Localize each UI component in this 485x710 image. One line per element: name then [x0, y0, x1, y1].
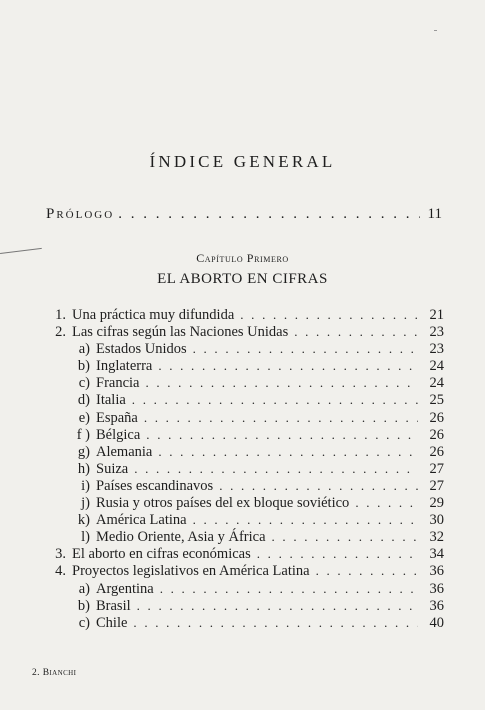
entry-page: 40 [429, 614, 444, 631]
entry-page: 34 [429, 546, 444, 563]
entry-marker: h) [77, 460, 90, 477]
dot-leader [158, 443, 418, 460]
toc-entry [50, 357, 444, 374]
entry-page: 24 [429, 375, 444, 392]
entry-marker: b) [77, 358, 90, 375]
entry-title: América Latina [96, 512, 187, 529]
dot-leader [355, 494, 418, 511]
dot-leader [158, 357, 418, 374]
entry-title: Una práctica muy difundida [72, 307, 235, 323]
entry-title: Italia [96, 392, 126, 409]
entry-page: 36 [429, 580, 444, 597]
dot-leader [240, 306, 418, 323]
toc-entry [50, 443, 444, 460]
toc-entry-prologo [46, 206, 442, 223]
entry-title: Brasil [96, 597, 131, 614]
entry-marker: d) [77, 392, 90, 409]
entry-marker: g) [77, 443, 90, 460]
dot-leader [193, 340, 418, 357]
entry-page: 24 [429, 358, 444, 375]
toc-entry [50, 562, 444, 579]
chapter-label: Capítulo Primero [196, 251, 289, 265]
entry-title: Suiza [96, 460, 129, 477]
entry-page: 29 [429, 495, 444, 512]
scan-speck [434, 30, 437, 31]
toc-entry [50, 460, 444, 477]
entry-page: 26 [429, 426, 444, 443]
toc-entry [50, 306, 444, 323]
entry-title: Rusia y otros países del ex bloque soviético [96, 495, 350, 512]
toc-entry [50, 409, 444, 426]
entry-marker: b) [77, 597, 90, 614]
entry-page: 30 [429, 512, 444, 529]
entry-page: 25 [429, 392, 444, 409]
entry-marker: i) [81, 477, 90, 494]
dot-leader [145, 374, 418, 391]
entry-marker: c) [78, 614, 90, 631]
page-title: ÍNDICE GENERAL [149, 152, 336, 171]
toc-entry [50, 614, 444, 631]
entry-marker: k) [77, 512, 90, 529]
dot-leader [137, 597, 418, 614]
toc-entry [50, 477, 444, 494]
entry-page: 23 [429, 341, 444, 358]
dot-leader [132, 391, 418, 408]
entry-page: 27 [429, 460, 444, 477]
entry-marker: f ) [76, 426, 90, 443]
prologo-label: Prólogo [46, 206, 115, 222]
toc-entry [50, 580, 444, 597]
dot-leader [257, 545, 418, 562]
entry-page: 27 [429, 477, 444, 494]
entry-page: 36 [429, 563, 444, 580]
entry-page: 36 [429, 597, 444, 614]
entry-title: Chile [96, 614, 128, 631]
toc-entry [50, 494, 444, 511]
toc-entry [50, 545, 444, 562]
entry-marker: j) [81, 495, 90, 512]
entry-title: Medio Oriente, Asia y África [96, 529, 266, 546]
toc-entry [50, 511, 444, 528]
entry-title: Francia [96, 375, 140, 392]
toc-entry [50, 597, 444, 614]
entry-marker: e) [78, 409, 90, 426]
entry-title: El aborto en cifras económicas [72, 546, 251, 563]
dot-leader [118, 206, 420, 223]
dot-leader [134, 460, 418, 477]
entry-marker: 2. [55, 324, 66, 341]
entry-page: 26 [429, 443, 444, 460]
toc-entry [50, 528, 444, 545]
entry-page: 21 [429, 307, 444, 323]
entry-title: Bélgica [96, 426, 141, 443]
toc-entry [50, 391, 444, 408]
dot-leader [294, 323, 418, 340]
toc-entry [50, 426, 444, 443]
dot-leader [272, 528, 418, 545]
toc-entry [50, 323, 444, 340]
prologo-page: 11 [427, 206, 442, 222]
entry-marker: a) [78, 580, 90, 597]
dot-leader [219, 477, 418, 494]
entry-marker: l) [81, 529, 90, 546]
dot-leader [316, 562, 418, 579]
entry-marker: a) [78, 341, 90, 358]
table-of-contents [50, 306, 444, 631]
entry-marker: 3. [55, 546, 66, 563]
entry-title: España [96, 409, 138, 426]
entry-title: Argentina [96, 580, 154, 597]
dot-leader [133, 614, 418, 631]
entry-page: 32 [429, 529, 444, 546]
entry-page: 23 [429, 324, 444, 341]
toc-entry [50, 340, 444, 357]
dot-leader [146, 426, 418, 443]
entry-marker: 4. [55, 563, 66, 580]
entry-title: Estados Unidos [96, 341, 187, 358]
dot-leader [160, 580, 418, 597]
entry-title: Alemania [96, 443, 153, 460]
page-footer-signature: 2. Bianchi [32, 668, 77, 678]
entry-title: Países escandinavos [96, 477, 214, 494]
dot-leader [193, 511, 418, 528]
entry-marker: c) [78, 375, 90, 392]
entry-title: Inglaterra [96, 358, 153, 375]
entry-title: Proyectos legislativos en América Latina [72, 563, 310, 580]
chapter-title: EL ABORTO EN CIFRAS [157, 271, 328, 287]
entry-page: 26 [429, 409, 444, 426]
entry-marker: 1. [55, 307, 66, 323]
dot-leader [144, 409, 418, 426]
toc-entry [50, 374, 444, 391]
entry-title: Las cifras según las Naciones Unidas [72, 324, 289, 341]
